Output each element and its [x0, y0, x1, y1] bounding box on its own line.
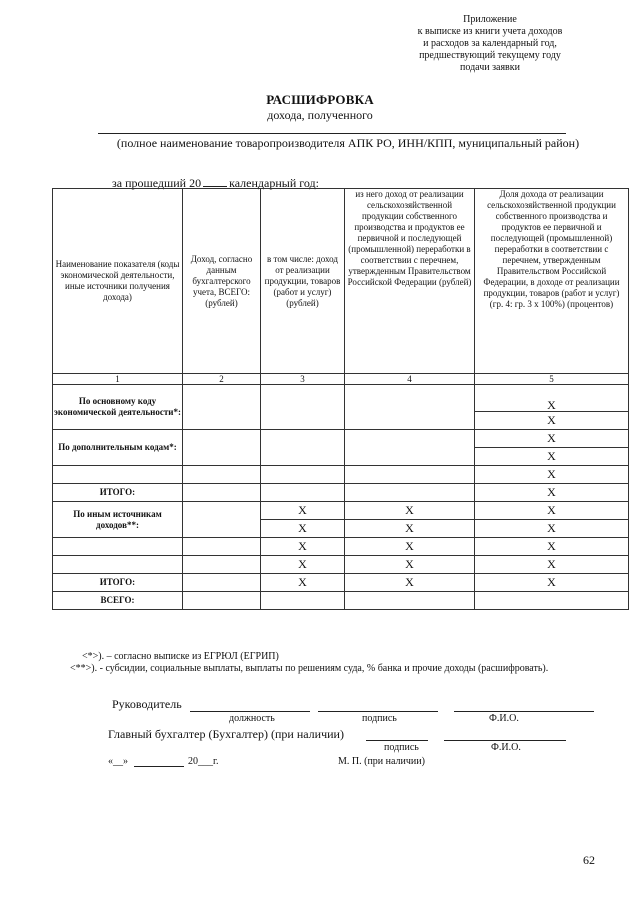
head-signature-line[interactable]	[318, 711, 438, 712]
table-cell[interactable]	[183, 538, 261, 556]
caption-signature: подпись	[362, 713, 397, 724]
x-mark: Х	[345, 502, 475, 520]
label-additional-codes: По дополнительным кодам*:	[53, 430, 183, 466]
table-cell[interactable]	[261, 484, 345, 502]
x-mark: Х	[475, 430, 629, 448]
date-day: «__»	[108, 756, 128, 767]
x-mark: Х	[345, 520, 475, 538]
label-total: ИТОГО:	[53, 574, 183, 592]
label-grand-total: ВСЕГО:	[53, 592, 183, 610]
x-mark: Х	[261, 574, 345, 592]
header-row	[53, 189, 629, 374]
table-cell[interactable]	[53, 538, 183, 556]
column-number-row	[53, 374, 629, 385]
table-row	[53, 430, 629, 448]
table-row	[53, 385, 629, 412]
appendix-line: Приложение	[463, 14, 517, 25]
income-table	[52, 188, 629, 610]
producer-name-caption: (полное наименование товаропроизводителя АПК РО, ИНН/КПП, муниципальный район)	[116, 136, 580, 150]
page-number: 62	[583, 853, 595, 867]
table-cell[interactable]	[183, 574, 261, 592]
table-cell[interactable]	[261, 592, 345, 610]
table-cell[interactable]	[183, 556, 261, 574]
x-mark: Х	[261, 556, 345, 574]
x-mark: Х	[475, 502, 629, 520]
label-other-sources: По иным источникам доходов**:	[53, 502, 183, 538]
table-row	[53, 502, 629, 520]
table-cell[interactable]	[345, 466, 475, 484]
column-number: 4	[345, 374, 475, 385]
footnote-other-sources: <**>). - субсидии, социальные выплаты, выплаты по решениям суда, % банка и прочие доходы (расшифровать).	[70, 663, 549, 674]
date-year: 20___г.	[188, 756, 219, 767]
caption-name: Ф.И.О.	[489, 713, 519, 724]
footnote-main-code: <*>). – согласно выписке из ЕГРЮЛ (ЕГРИП)	[82, 651, 279, 662]
x-mark: Х	[475, 574, 629, 592]
x-mark: Х	[345, 556, 475, 574]
year-blank	[203, 176, 227, 187]
table-row	[53, 466, 629, 484]
accountant-signature-line[interactable]	[366, 740, 428, 741]
header-sales-income: в том числе: доход от реализации продукции, товаров (работ и услуг) (рублей)	[261, 189, 345, 374]
x-mark: Х	[475, 412, 629, 430]
appendix-line: к выписке из книги учета доходов	[417, 26, 563, 37]
table-cell[interactable]	[183, 466, 261, 484]
x-mark: Х	[475, 466, 629, 484]
table-cell[interactable]	[345, 592, 475, 610]
caption-name: Ф.И.О.	[491, 742, 521, 753]
x-mark: Х	[261, 538, 345, 556]
table-cell[interactable]	[183, 592, 261, 610]
table-cell[interactable]	[345, 385, 475, 430]
appendix-line: подачи заявки	[460, 62, 520, 73]
period-prefix: за прошедший 20	[112, 176, 202, 190]
column-number: 2	[183, 374, 261, 385]
appendix-note	[395, 14, 585, 74]
x-mark: Х	[261, 502, 345, 520]
table-cell[interactable]	[183, 385, 261, 430]
producer-name-line	[98, 133, 566, 134]
table-cell[interactable]	[183, 502, 261, 538]
x-mark: Х	[261, 520, 345, 538]
x-mark: Х	[475, 556, 629, 574]
table-row	[53, 538, 629, 556]
caption-position: должность	[229, 713, 275, 724]
header-agri-share: Доля дохода от реализации сельскохозяйственной продукции собственного производства и продуктов ее первичной и последующей (промышленной) переработки в соответствии с перечнем, утвержденным Правительством Российской Федерации, в доходе от реализации продукции, товаров (работ и услуг) (гр. 4: гр. 3 х 100%) (процентов)	[475, 189, 629, 374]
head-position-line[interactable]	[190, 711, 310, 712]
header-total-income: Доход, согласно данным бухгалтерского учета, ВСЕГО: (рублей)	[183, 189, 261, 374]
column-number: 3	[261, 374, 345, 385]
accountant-name-line[interactable]	[444, 740, 566, 741]
table-cell[interactable]	[53, 466, 183, 484]
table-cell[interactable]	[261, 430, 345, 466]
header-agri-income: из него доход от реализации сельскохозяйственной продукции собственного производства и продуктов ее первичной и последующей (промышленной) переработки в соответствии с перечнем, утвержденным Правительством Российской Федерации (рублей)	[345, 189, 475, 374]
x-mark: Х	[475, 448, 629, 466]
table-row	[53, 592, 629, 610]
table-cell[interactable]	[261, 466, 345, 484]
date-month-line[interactable]	[134, 766, 184, 767]
x-mark: Х	[345, 538, 475, 556]
table-cell[interactable]	[345, 430, 475, 466]
document-title: РАСШИФРОВКА	[266, 92, 374, 107]
table-cell[interactable]	[475, 592, 629, 610]
label-total: ИТОГО:	[53, 484, 183, 502]
caption-signature: подпись	[384, 742, 419, 753]
x-mark: Х	[475, 385, 629, 412]
header-indicator: Наименование показателя (коды экономической деятельности, иные источники получения дохода)	[53, 189, 183, 374]
table-row	[53, 556, 629, 574]
label-main-code: По основному коду экономической деятельности*:	[53, 385, 183, 430]
x-mark: Х	[475, 484, 629, 502]
head-label: Руководитель	[112, 697, 182, 711]
table-cell[interactable]	[345, 484, 475, 502]
period-suffix: календарный год:	[229, 176, 319, 190]
accountant-label: Главный бухгалтер (Бухгалтер) (при наличии)	[108, 727, 344, 741]
head-name-line[interactable]	[454, 711, 594, 712]
stamp-label: М. П. (при наличии)	[338, 756, 425, 767]
appendix-line: предшествующий текущему году	[419, 50, 561, 61]
table-cell[interactable]	[183, 484, 261, 502]
column-number: 1	[53, 374, 183, 385]
table-cell[interactable]	[261, 385, 345, 430]
column-number: 5	[475, 374, 629, 385]
appendix-line: и расходов за календарный год,	[423, 38, 557, 49]
document-subtitle: дохода, полученного	[267, 108, 373, 122]
table-row	[53, 574, 629, 592]
table-row	[53, 484, 629, 502]
x-mark: Х	[475, 520, 629, 538]
x-mark: Х	[475, 538, 629, 556]
table-cell[interactable]	[183, 430, 261, 466]
table-cell[interactable]	[53, 556, 183, 574]
x-mark: Х	[345, 574, 475, 592]
